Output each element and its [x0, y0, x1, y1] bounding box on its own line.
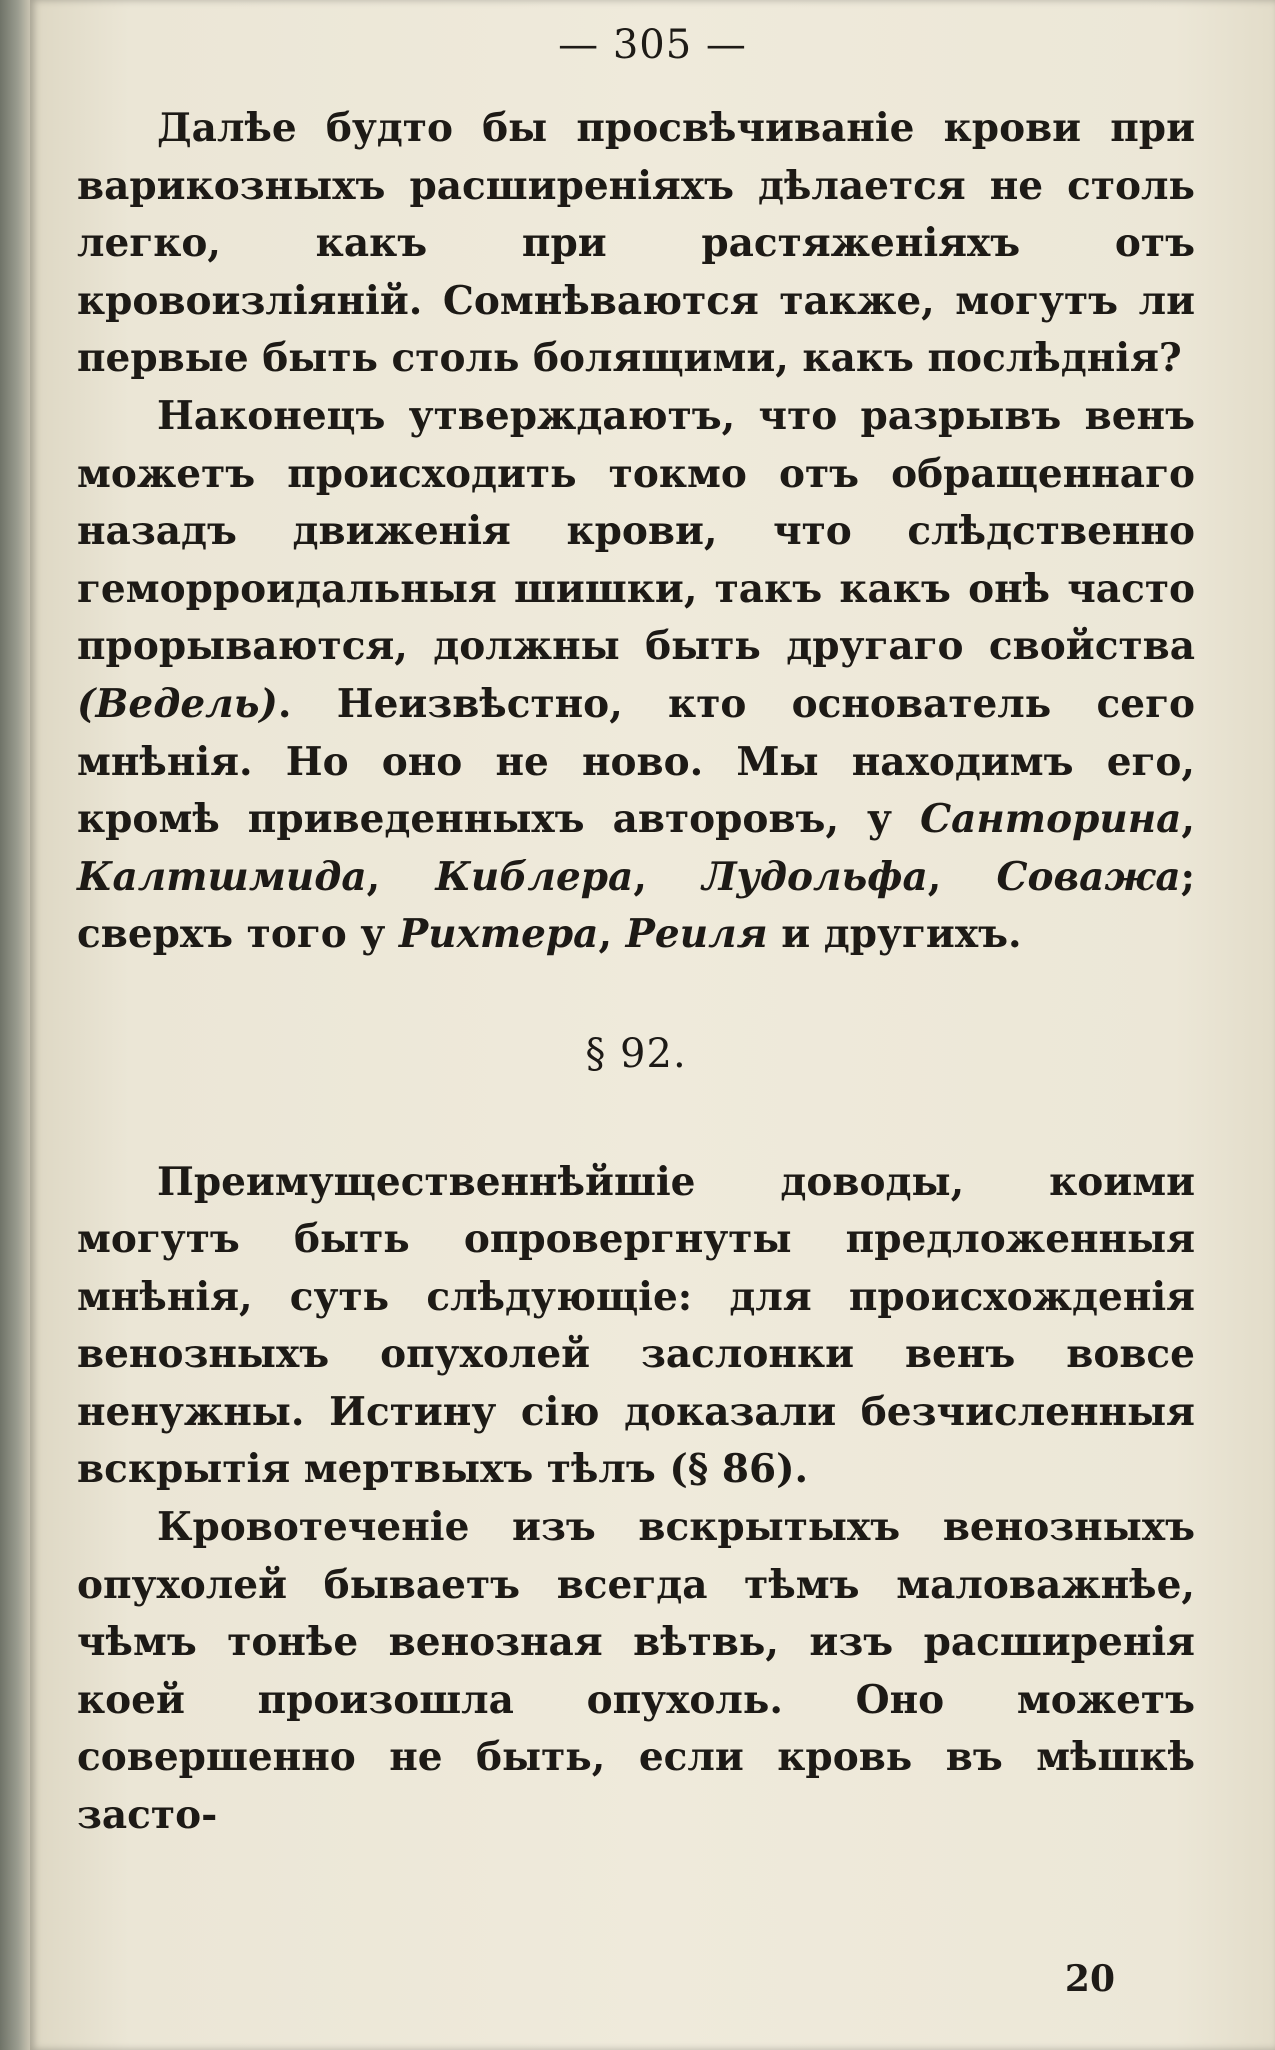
paragraph-2-text-d: и другихъ.	[767, 911, 1022, 958]
page-body	[77, 100, 1195, 1845]
author-richter: Рихтера	[398, 911, 599, 958]
paragraph-3-text: Преимущественнѣйшiе доводы, коими могутъ быть опровергнуты предложенныя мнѣнiя, суть слѣдующiе: для происхожденiя венозныхъ опухолей заслонки венъ вовсе ненужны. Истину сiю доказали безчисленныя вскрытiя мертвыхъ тѣлъ (§ 86).	[77, 1158, 1195, 1493]
author-reil: Реиля	[625, 911, 768, 958]
paragraph-1-text: Далѣе будто бы просвѣчиванiе крови при варикозныхъ расширенiяхъ дѣлается не столь легко, какъ при растяженiяхъ отъ кровоизлiянiй. Сомнѣваются также, могутъ ли первые быть столь болящими, какъ послѣднiя?	[77, 105, 1195, 382]
author-vedel: (Ведель)	[77, 680, 278, 727]
author-sauvages: Соважа	[996, 853, 1181, 900]
section-heading: § 92.	[585, 1030, 687, 1077]
paragraph-3	[77, 1154, 1195, 1500]
separator: ,	[598, 911, 626, 958]
paragraph-4-text: Кровотеченiе изъ вскрытыхъ венозныхъ опухолей бываетъ всегда тѣмъ маловажнѣе, чѣмъ тонѣе венозная вѣтвь, изъ расширенiя коей произошла опухоль. Оно можетъ совершенно не быть, если кровь въ мѣшкѣ засто-	[77, 1504, 1195, 1839]
separator: ,	[633, 853, 703, 900]
paragraph-4	[77, 1499, 1195, 1845]
page-number: — 305 —	[558, 22, 747, 68]
author-ludolf: Лудольфа	[702, 853, 928, 900]
book-page	[30, 0, 1275, 2050]
paragraph-2-text-b: . Неизвѣстно, кто основатель сего мнѣнiя. Но оно не ново. Мы находимъ его, кромѣ приведенныхъ авторовъ, у	[77, 680, 1195, 843]
author-kaltschmied: Калтшмида	[77, 853, 367, 900]
separator: ,	[1181, 796, 1195, 843]
paragraph-2-text-c: ; сверхъ того у	[77, 853, 1196, 958]
paragraph-2-text-a: Наконецъ утверждаютъ, что разрывъ венъ можетъ происходить токмо отъ обращеннаго назадъ движенiя крови, что слѣдственно геморроидальныя шишки, такъ какъ онѣ часто прорываются, должны быть другаго свойства	[77, 392, 1195, 670]
paragraph-1	[77, 100, 1195, 388]
separator: ,	[366, 853, 436, 900]
separator: ,	[927, 853, 997, 900]
author-santorini: Санторина	[920, 796, 1182, 843]
signature-mark: 20	[1064, 1958, 1115, 2000]
author-kibler: Киблера	[435, 853, 634, 900]
paragraph-2	[77, 388, 1195, 964]
book-gutter	[0, 0, 30, 2050]
